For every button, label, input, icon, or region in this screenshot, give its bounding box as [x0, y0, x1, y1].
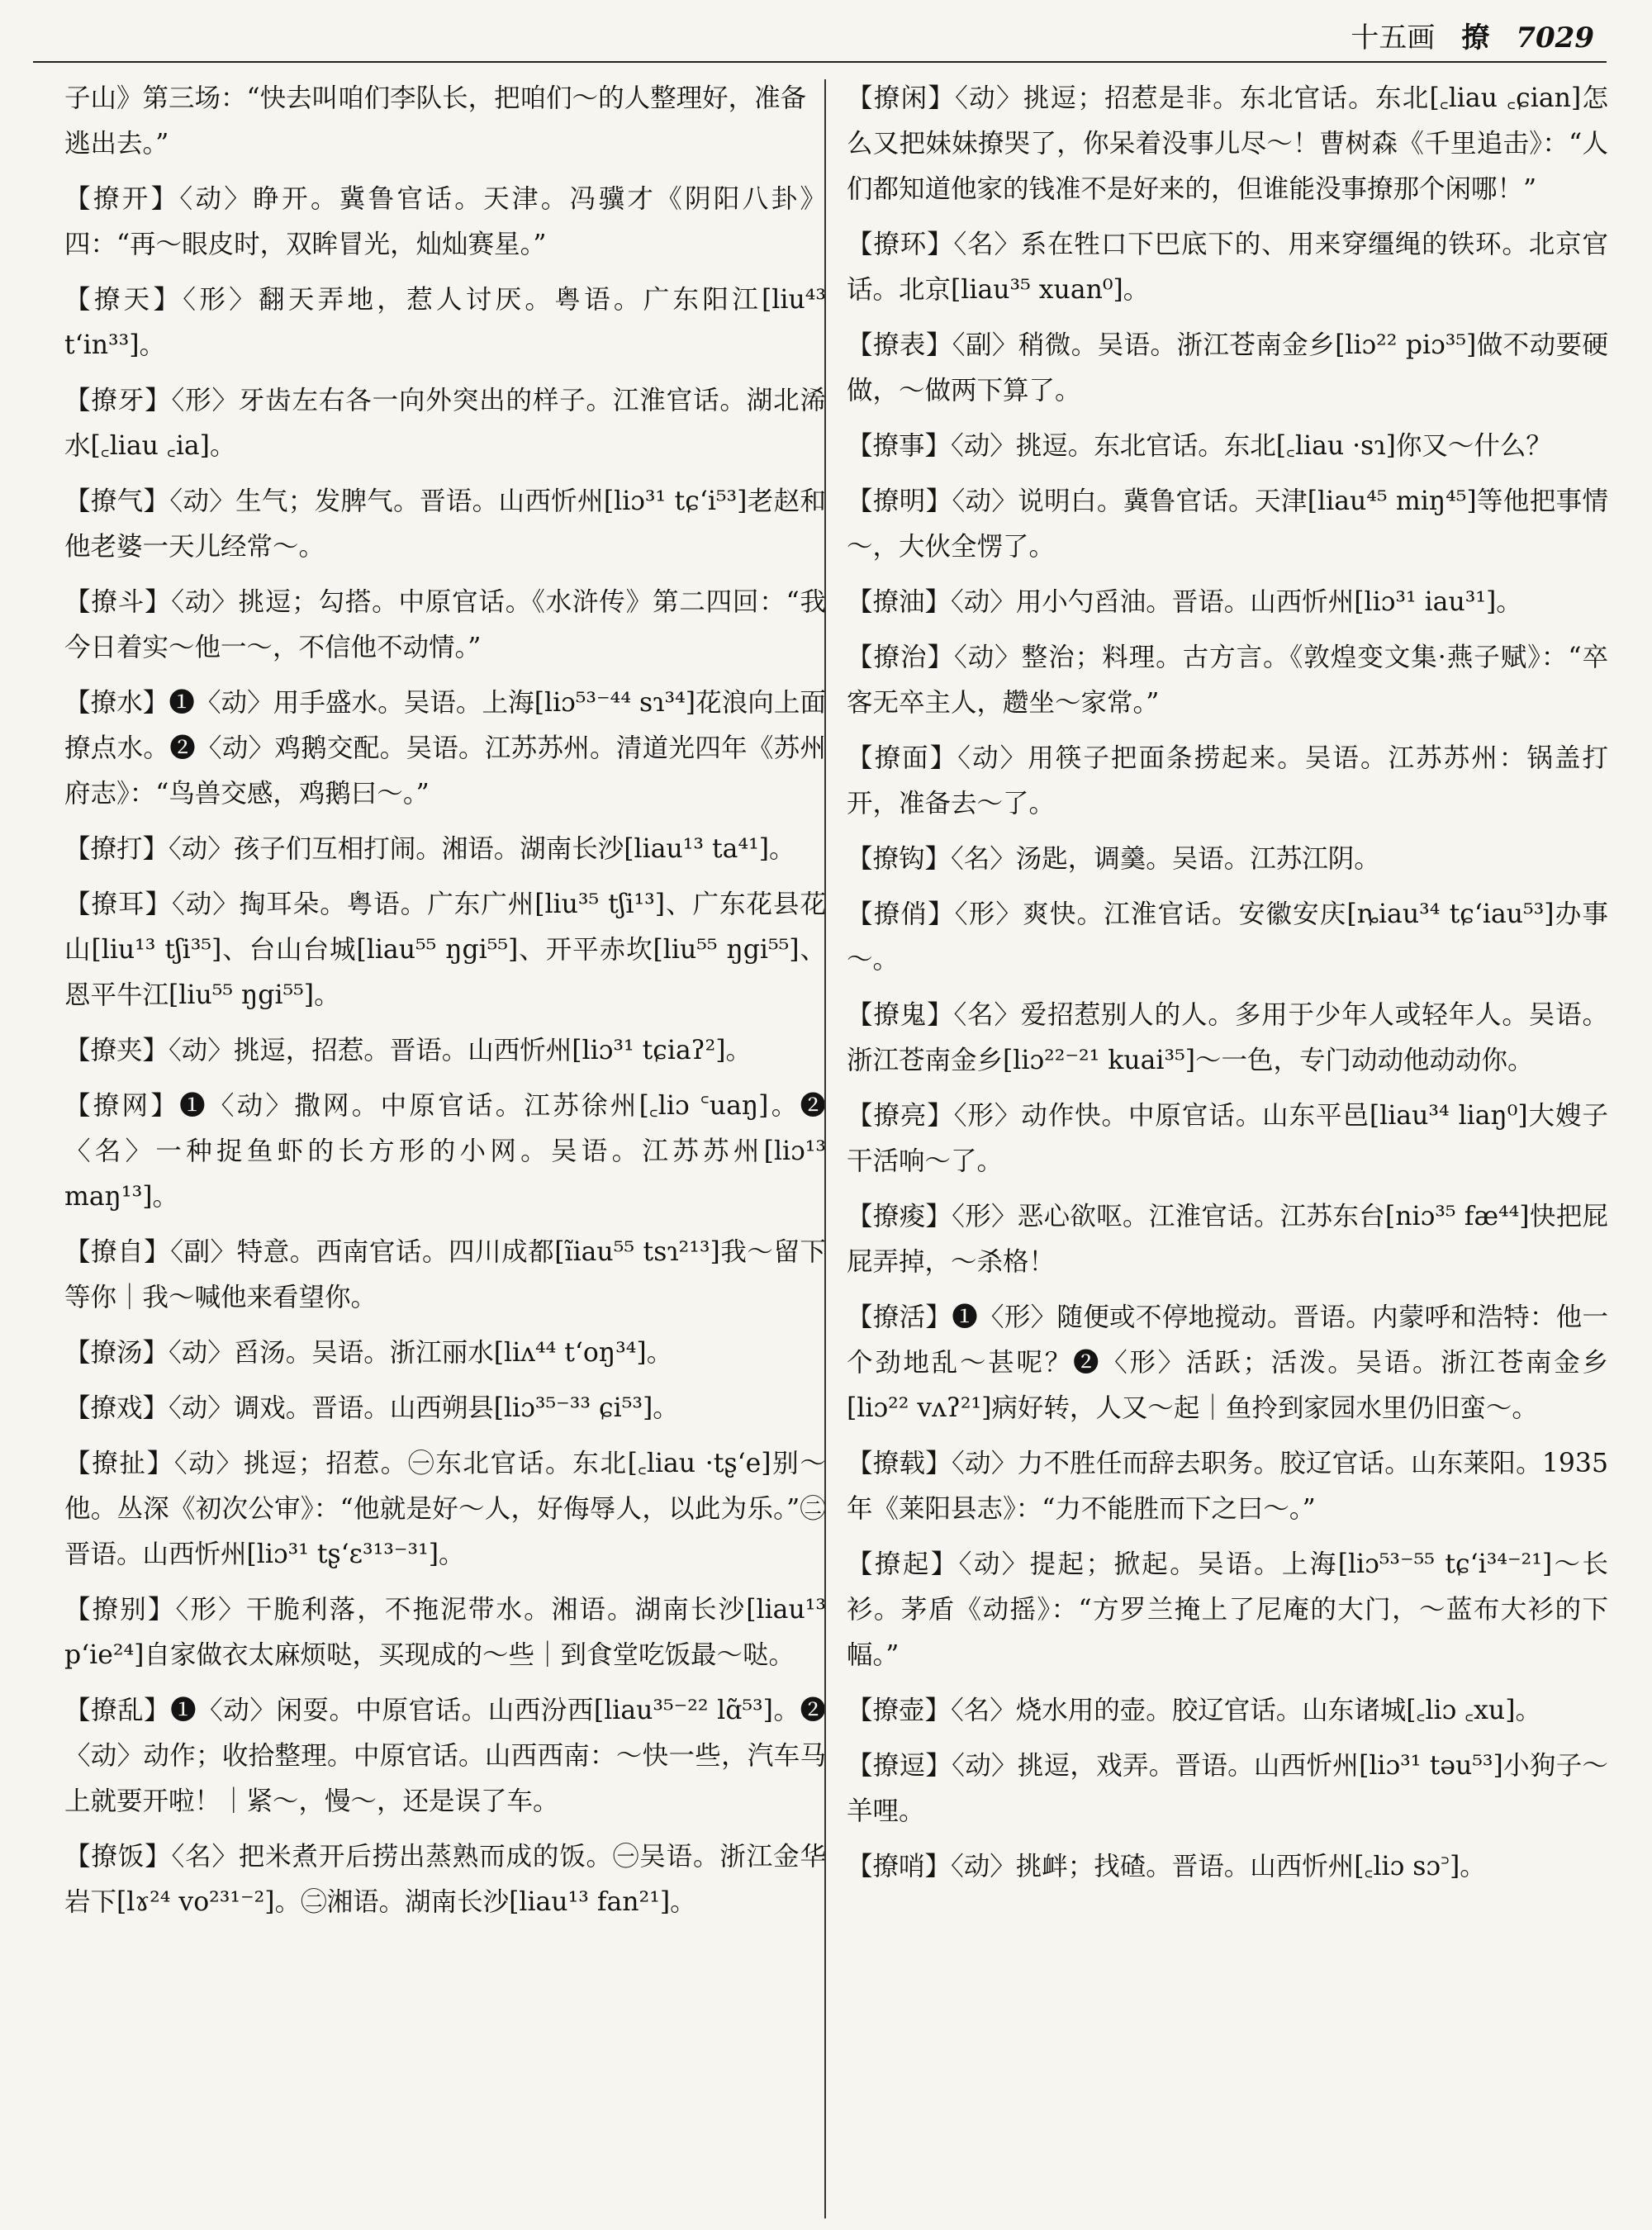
- dictionary-entry: 【撩网】❶〈动〉撒网。中原官话。江苏徐州[꜀liɔ ꜂uaŋ]。❷〈名〉一种捉鱼虾的长方形的小网。吴语。江苏苏州[liɔ¹³ maŋ¹³]。: [64, 1091, 826, 1212]
- left-column: [64, 76, 826, 2215]
- dictionary-entry: 【撩钩】〈名〉汤匙，调羹。吴语。江苏江阴。: [847, 844, 1380, 874]
- dictionary-entry: 【撩汤】〈动〉舀汤。吴语。浙江丽水[liʌ⁴⁴ tʻoŋ³⁴]。: [64, 1338, 673, 1368]
- dictionary-entry: 【撩牙】〈形〉牙齿左右各一向外突出的样子。江淮官话。湖北浠水[꜀liau ꜀ia]。: [64, 386, 826, 461]
- dictionary-entry: 【撩斗】〈动〉挑逗；勾搭。中原官话。《水浒传》第二四回：“我今日着实～他一～，不信他不动情。”: [64, 587, 826, 662]
- dictionary-entry: 【撩油】〈动〉用小勺舀油。晋语。山西忻州[liɔ³¹ iau³¹]。: [847, 587, 1522, 617]
- dictionary-entry: 【撩哨】〈动〉挑衅；找碴。晋语。山西忻州[꜀liɔ sɔ꜄]。: [847, 1852, 1486, 1881]
- dictionary-entry: 【撩自】〈副〉特意。西南官话。四川成都[ĩiau⁵⁵ tsɿ²¹³]我～留下等你｜我～喊他来看望你。: [64, 1237, 826, 1312]
- header-rule: [33, 61, 1607, 63]
- dictionary-entry: 【撩耳】〈动〉掏耳朵。粤语。广东广州[liu³⁵ tʃi¹³]、广东花县花山[liu¹³ tʃi³⁵]、台山台城[liau⁵⁵ ŋgi⁵⁵]、开平赤坎[liu⁵⁵ ŋgi⁵⁵]、恩平牛江[liu⁵⁵ ŋgi⁵⁵]。: [64, 890, 826, 1010]
- page-number: 7029: [1516, 21, 1594, 55]
- dictionary-entry: 【撩表】〈副〉稍微。吴语。浙江苍南金乡[liɔ²² piɔ³⁵]做不动要硬做，～做两下算了。: [847, 330, 1608, 406]
- dictionary-entry: 【撩载】〈动〉力不胜任而辞去职务。胶辽官话。山东莱阳。1935年《莱阳县志》：“力不能胜而下之曰～。”: [847, 1449, 1608, 1524]
- dictionary-entry: 【撩明】〈动〉说明白。冀鲁官话。天津[liau⁴⁵ miŋ⁴⁵]等他把事情～，大伙全愣了。: [847, 486, 1608, 562]
- dictionary-entry: 【撩逗】〈动〉挑逗，戏弄。晋语。山西忻州[liɔ³¹ təu⁵³]小狗子～羊哩。: [847, 1751, 1608, 1826]
- dictionary-entry: 【撩事】〈动〉挑逗。东北官话。东北[꜀liau ·sɿ]你又～什么？: [847, 431, 1552, 461]
- column-divider: [824, 79, 826, 2218]
- dictionary-entry: 【撩打】〈动〉孩子们互相打闹。湘语。湖南长沙[liau¹³ ta⁴¹]。: [64, 834, 795, 864]
- dictionary-entry: 【撩开】〈动〉睁开。冀鲁官话。天津。冯骥才《阴阳八卦》四：“再～眼皮时，双眸冒光，灿灿赛星。”: [64, 184, 826, 259]
- page-header: [33, 15, 1594, 55]
- right-column: [847, 76, 1608, 2215]
- dictionary-entry: 【撩治】〈动〉整治；料理。古方言。《敦煌变文集·燕子赋》：“卒客无卒主人，趱坐～家常。”: [847, 643, 1608, 718]
- dictionary-entry: 【撩乱】❶〈动〉闲耍。中原官话。山西汾西[liau³⁵⁻²² lɑ̃⁵³]。❷〈动〉动作；收拾整理。中原官话。山西西南：～快一些，汽车马上就要开啦！｜紧～，慢～，还是误了车。: [64, 1696, 826, 1816]
- dictionary-entry: 【撩天】〈形〉翻天弄地，惹人讨厌。粤语。广东阳江[liu⁴³ tʻin³³]。: [64, 285, 826, 360]
- dictionary-entry: 【撩俏】〈形〉爽快。江淮官话。安徽安庆[ȵiau³⁴ tɕʻiau⁵³]办事～。: [847, 899, 1608, 975]
- dictionary-entry: 【撩环】〈名〉系在牲口下巴底下的、用来穿缰绳的铁环。北京官话。北京[liau³⁵ xuan⁰]。: [847, 230, 1608, 305]
- entry-continuation: 子山》第三场：“快去叫咱们李队长，把咱们～的人整理好，准备逃出去。”: [64, 83, 807, 159]
- dictionary-entry: 【撩气】〈动〉生气；发脾气。晋语。山西忻州[liɔ³¹ tɕʻi⁵³]老赵和他老婆一天儿经常～。: [64, 486, 826, 562]
- dictionary-entry: 【撩夹】〈动〉挑逗，招惹。晋语。山西忻州[liɔ³¹ tɕiaʔ²]。: [64, 1036, 752, 1065]
- dictionary-entry: 【撩活】❶〈形〉随便或不停地搅动。晋语。内蒙呼和浩特：他一个劲地乱～甚呢？❷〈形〉活跃；活泼。吴语。浙江苍南金乡[liɔ²² vʌʔ²¹]病好转，人又～起｜鱼拎到家园水里仍旧蛮～。: [847, 1302, 1608, 1423]
- dictionary-entry: 【撩亮】〈形〉动作快。中原官话。山东平邑[liau³⁴ liaŋ⁰]大嫂子干活响～了。: [847, 1101, 1608, 1176]
- dictionary-entry: 【撩别】〈形〉干脆利落，不拖泥带水。湘语。湖南长沙[liau¹³ pʻie²⁴]自家做衣太麻烦哒，买现成的～些｜到食堂吃饭最～哒。: [64, 1595, 826, 1670]
- dictionary-entry: 【撩饭】〈名〉把米煮开后捞出蒸熟而成的饭。㊀吴语。浙江金华岩下[lɤ²⁴ vo²³¹⁻²]。㊁湘语。湖南长沙[liau¹³ fan²¹]。: [64, 1842, 826, 1917]
- dictionary-entry: 【撩痠】〈形〉恶心欲呕。江淮官话。江苏东台[niɔ³⁵ fæ⁴⁴]快把屁屁弄掉，～杀格！: [847, 1202, 1608, 1277]
- dictionary-entry: 【撩水】❶〈动〉用手盛水。吴语。上海[liɔ⁵³⁻⁴⁴ sɿ³⁴]花浪向上面撩点水。❷〈动〉鸡鹅交配。吴语。江苏苏州。清道光四年《苏州府志》：“鸟兽交感，鸡鹅曰～。”: [64, 688, 826, 809]
- dictionary-entry: 【撩戏】〈动〉调戏。晋语。山西朔县[liɔ³⁵⁻³³ ɕi⁵³]。: [64, 1393, 679, 1423]
- header-right: [1351, 15, 1594, 55]
- dictionary-entry: 【撩壶】〈名〉烧水用的壶。胶辽官话。山东诸城[꜀liɔ ꜀xu]。: [847, 1696, 1541, 1725]
- head-character: 撩: [1461, 21, 1490, 55]
- dictionary-entry: 【撩鬼】〈名〉爱招惹别人的人。多用于少年人或轻年人。吴语。浙江苍南金乡[liɔ²²⁻²¹ kuai³⁵]～一色，专门动动他动动你。: [847, 1000, 1608, 1075]
- dictionary-entry: 【撩面】〈动〉用筷子把面条捞起来。吴语。江苏苏州：锅盖打开，准备去～了。: [847, 743, 1608, 818]
- section-label: 十五画: [1351, 21, 1436, 55]
- dictionary-entry: 【撩闲】〈动〉挑逗；招惹是非。东北官话。东北[꜀liau ꜀ɕian]怎么又把妹妹撩哭了，你呆着没事儿尽～！曹树森《千里追击》：“人们都知道他家的钱准不是好来的，但谁能没事撩那个闲哪！”: [847, 83, 1608, 204]
- dictionary-entry: 【撩扯】〈动〉挑逗；招惹。㊀东北官话。东北[꜀liau ·tʂʻe]别～他。丛深《初次公审》：“他就是好～人，好侮辱人，以此为乐。”㊁晋语。山西忻州[liɔ³¹ tʂʻɛ³¹³⁻³¹]。: [64, 1449, 826, 1569]
- dictionary-entry: 【撩起】〈动〉提起；掀起。吴语。上海[liɔ⁵³⁻⁵⁵ tɕʻi³⁴⁻²¹]～长衫。茅盾《动摇》：“方罗兰掩上了尼庵的大门，～蓝布大衫的下幅。”: [847, 1549, 1608, 1670]
